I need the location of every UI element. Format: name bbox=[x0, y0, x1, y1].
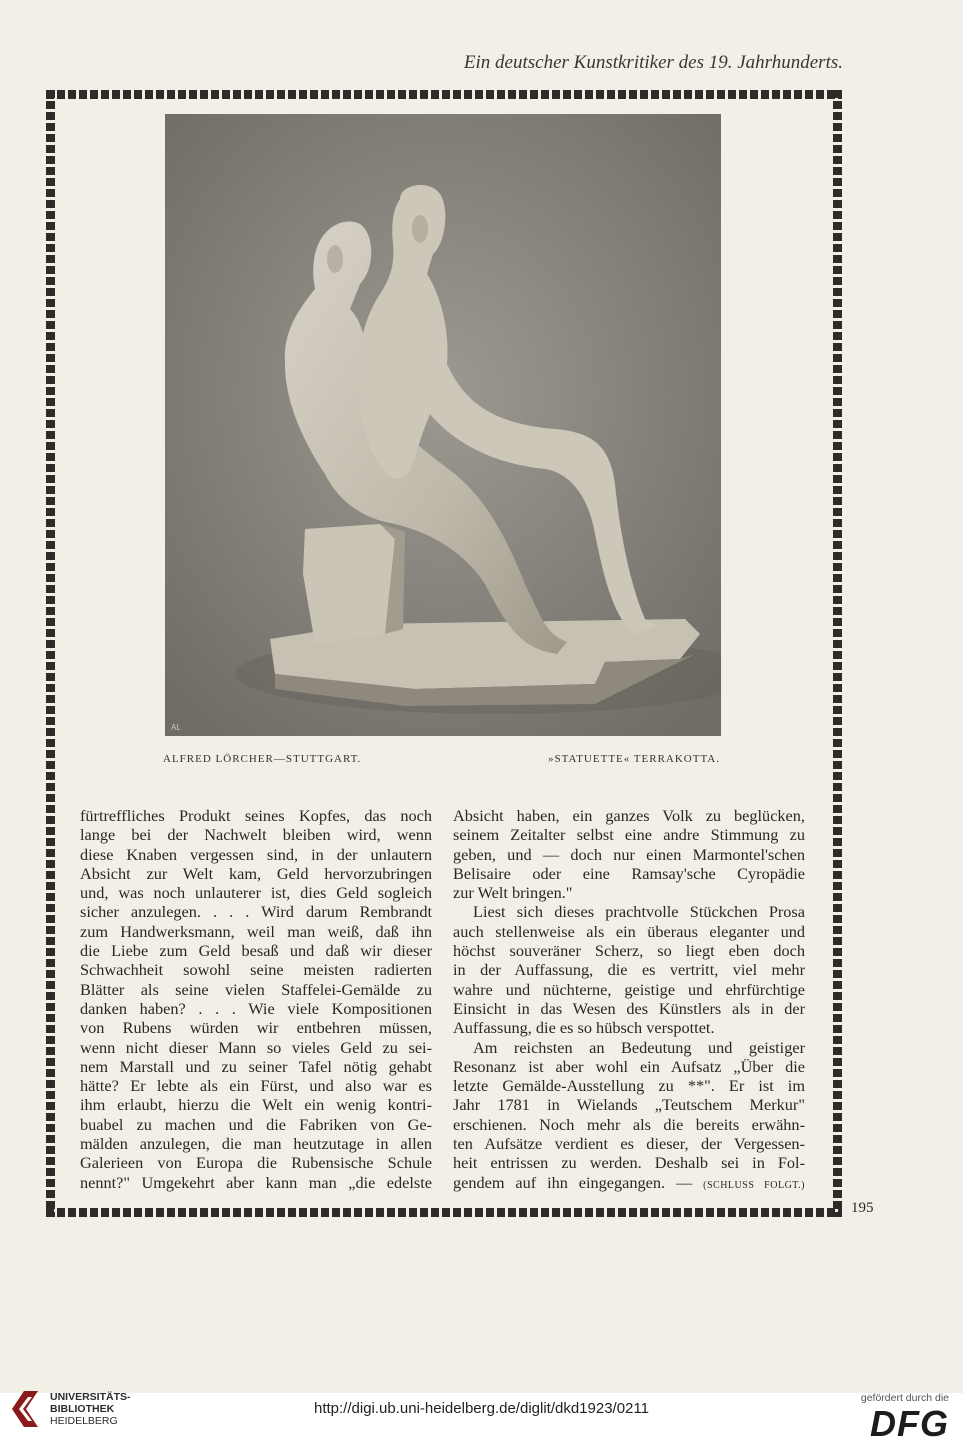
text-line bbox=[453, 1173, 805, 1192]
text-column-left bbox=[80, 806, 432, 1192]
text-line: letzte Gemälde-Ausstellung zu **". Er ist im bbox=[453, 1076, 805, 1096]
statuette-image bbox=[165, 114, 721, 736]
text-line: ten Aufsätze verdient es dieser, der Vergessen- bbox=[453, 1134, 805, 1154]
text-line: Absicht zur Welt kam, Geld hervorzubringen bbox=[80, 863, 432, 883]
text-line: Blätter als seine vielen Staffelei-Gemälde zu bbox=[80, 979, 432, 999]
svg-text:AL: AL bbox=[171, 723, 181, 732]
text-line: fürtreffliches Produkt seines Kopfes, das noch bbox=[80, 806, 432, 825]
closing-sentence: gendem auf ihn eingegangen. — bbox=[453, 1172, 693, 1192]
dfg-logo[interactable] bbox=[861, 1392, 949, 1444]
text-line: geben, und — doch nur einen Marmontel'schen bbox=[453, 844, 805, 864]
source-url-link[interactable]: http://digi.ub.uni-heidelberg.de/diglit/dkd1923/0211 bbox=[314, 1400, 649, 1417]
text-column-right bbox=[453, 806, 805, 1192]
text-line: erschienen. Noch mehr als die bereits erwähn- bbox=[453, 1114, 805, 1134]
dfg-funding-note: gefördert durch die bbox=[860, 1392, 949, 1404]
text-line: Einsicht in das Wesen des Künstlers als in der bbox=[453, 998, 805, 1018]
text-line: Belisaire oder eine Ramsay'sche Cyropädie bbox=[453, 863, 805, 883]
text-line: nem Marstall und zu seiner Tafel nötig gehabt bbox=[80, 1056, 432, 1076]
text-line: Absicht haben, ein ganzes Volk zu beglücken, bbox=[453, 806, 805, 825]
text-line: zum Handwerksmann, weil man weiß, daß ihn bbox=[80, 921, 432, 941]
closing-note: (SCHLUSS FOLGT.) bbox=[703, 1179, 805, 1191]
text-line: auch stellenweise als ein überaus eleganter und bbox=[453, 921, 805, 941]
text-line: buabel zu machen und die Fabriken von Ge- bbox=[80, 1114, 432, 1134]
text-line: die Liebe zum Geld besaß und daß wir dieser bbox=[80, 941, 432, 961]
text-line: danken haben? . . . Wie viele Kompositionen bbox=[80, 998, 432, 1018]
library-name-line3: HEIDELBERG bbox=[50, 1415, 118, 1427]
text-line: und, was noch unlauterer ist, dies Geld sogleich bbox=[80, 883, 432, 903]
ornamental-border-bottom bbox=[46, 1208, 842, 1217]
sculpture-photograph bbox=[165, 114, 721, 736]
text-line: lange bei der Nachwelt bleiben wird, wenn bbox=[80, 825, 432, 845]
ornamental-border-top bbox=[46, 90, 842, 99]
text-line: seinem Zeitalter selbst eine andre Stimmung zu bbox=[453, 825, 805, 845]
text-line: wenn nicht dieser Mann so vieles Geld zu sei- bbox=[80, 1037, 432, 1057]
text-line: Jahr 1781 in Wielands „Teutschem Merkur" bbox=[453, 1095, 805, 1115]
text-line: wahre und nüchterne, geistige und ehrfürchtige bbox=[453, 979, 805, 999]
text-line: Galerieen von Europa die Rubensische Schule bbox=[80, 1153, 432, 1173]
text-line: ihm erlaubt, hierzu die Welt ein wenig kontri- bbox=[80, 1095, 432, 1115]
text-line: Schwachheit sowohl seine meisten radierten bbox=[80, 960, 432, 980]
caption-artist: ALFRED LÖRCHER—STUTTGART. bbox=[163, 753, 362, 765]
text-line: heit entrissen zu werden. Deshalb sei in Fol- bbox=[453, 1153, 805, 1173]
library-name-line1: UNIVERSITÄTS- bbox=[50, 1391, 131, 1403]
ornamental-border-left bbox=[46, 90, 55, 1217]
text-line: Resonanz ist aber wohl ein Aufsatz „Über die bbox=[453, 1056, 805, 1076]
text-line: sicher anzulegen. . . . Wird darum Rembrandt bbox=[80, 902, 432, 922]
text-line: mälden anzulegen, die man heutzutage in allen bbox=[80, 1134, 432, 1154]
text-line: Am reichsten an Bedeutung und geistiger bbox=[473, 1037, 805, 1057]
text-line: von Rubens würden wir entbehren müssen, bbox=[80, 1018, 432, 1038]
text-line: hätte? Er lebte als ein Fürst, und also war es bbox=[80, 1076, 432, 1096]
page-number: 195 bbox=[851, 1200, 874, 1216]
running-head: Ein deutscher Kunstkritiker des 19. Jahrhunderts. bbox=[463, 52, 843, 73]
text-line: in der Auffassung, die es vertritt, viel mehr bbox=[453, 960, 805, 980]
text-line: zur Welt bringen." bbox=[453, 883, 573, 903]
caption-title: »STATUETTE« TERRAKOTTA. bbox=[548, 753, 720, 765]
text-line: Auffassung, die es so hübsch verspottet. bbox=[453, 1018, 715, 1038]
library-name-line2: BIBLIOTHEK bbox=[50, 1403, 115, 1415]
text-line: nennt?" Umgekehrt aber kann man „die edelste bbox=[80, 1172, 432, 1192]
text-line: diese Knaben vergessen sind, in der unlautern bbox=[80, 844, 432, 864]
dfg-wordmark: DFG bbox=[870, 1403, 949, 1444]
text-line: Liest sich dieses prachtvolle Stückchen Prosa bbox=[473, 902, 805, 922]
text-line: höchst souveräner Scherz, so liegt eben doch bbox=[453, 941, 805, 961]
ornamental-border-right bbox=[833, 90, 842, 1217]
